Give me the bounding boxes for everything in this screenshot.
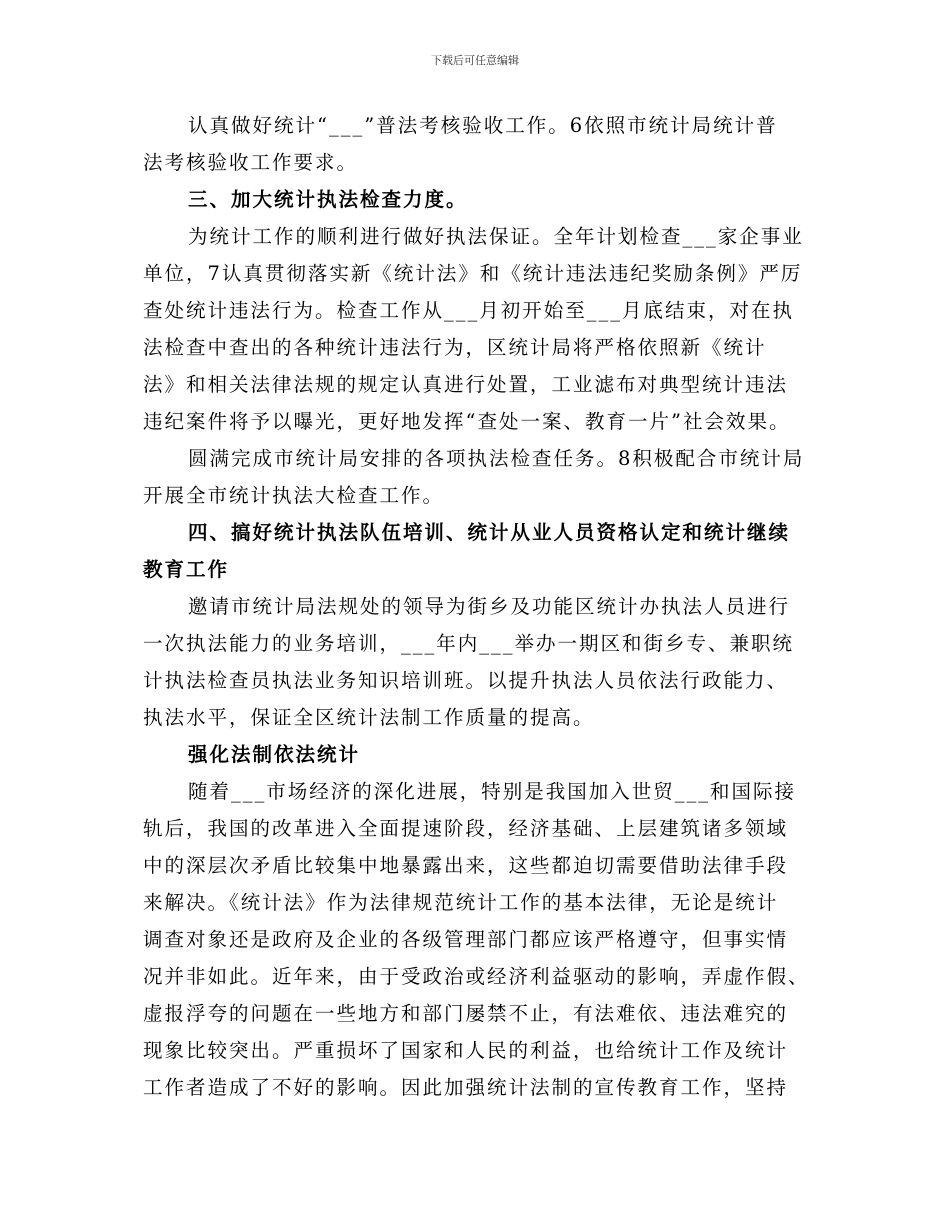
- paragraph-line: 法考核验收工作要求。: [143, 151, 359, 174]
- paragraph-line: 法检查中查出的各种统计违法行为，区统计局将严格依照新《统计: [143, 336, 767, 359]
- paragraph-line: 认真做好统计“___”普法考核验收工作。6依照市统计局统计普: [188, 114, 778, 137]
- paragraph-line: 来解决。《统计法》作为法律规范统计工作的基本法律，无论是统计: [143, 891, 779, 914]
- paragraph-line: 一次执法能力的业务培训，___年内___举办一期区和街乡专、兼职统: [143, 632, 795, 655]
- section-heading: 强化法制依法统计: [188, 743, 361, 766]
- paragraph-line: 调查对象还是政府及企业的各级管理部门都应该严格遵守，但事实情: [143, 928, 789, 951]
- paragraph-line: 况并非如此。近年来，由于受政治或经济利益驱动的影响，弄虚作假、: [143, 965, 810, 988]
- paragraph-line: 为统计工作的顺利进行做好执法保证。全年计划检查___家企事业: [188, 225, 804, 248]
- paragraph-line: 虚报浮夸的问题在一些地方和部门屡禁不止，有法难依、违法难究的: [143, 1002, 789, 1025]
- section-heading: 三、加大统计执法检查力度。: [188, 188, 468, 211]
- paragraph-line: 法》和相关法律法规的规定认真进行处置，工业滤布对典型统计违法: [143, 373, 789, 396]
- section-heading: 四、搞好统计执法队伍培训、统计从业人员资格认定和统计继续: [188, 521, 791, 544]
- paragraph-line: 随着___市场经济的深化进展，特别是我国加入世贸___和国际接: [188, 780, 797, 803]
- paragraph-line: 计执法检查员执法业务知识培训班。以提升执法人员依法行政能力、: [143, 669, 789, 692]
- paragraph-line: 邀请市统计局法规处的领导为街乡及功能区统计办执法人员进行: [188, 595, 791, 618]
- page-header: 下载后可任意编辑: [431, 54, 519, 67]
- section-heading: 教育工作: [143, 558, 230, 581]
- paragraph-line: 违纪案件将予以曝光，更好地发挥“查处一案、教育一片”社会效果。: [143, 410, 791, 433]
- paragraph-line: 开展全市统计执法大检查工作。: [143, 484, 445, 507]
- paragraph-line: 工作者造成了不好的影响。因此加强统计法制的宣传教育工作，坚持: [143, 1076, 789, 1099]
- paragraph-line: 轨后，我国的改革进入全面提速阶段，经济基础、上层建筑诸多领域: [143, 817, 789, 840]
- paragraph-line: 现象比较突出。严重损坏了国家和人民的利益，也给统计工作及统计: [143, 1039, 789, 1062]
- paragraph-line: 中的深层次矛盾比较集中地暴露出来，这些都迫切需要借助法律手段: [143, 854, 789, 877]
- paragraph-line: 执法水平，保证全区统计法制工作质量的提高。: [143, 706, 595, 729]
- paragraph-line: 单位，7认真贯彻落实新《统计法》和《统计违法违纪奖励条例》严厉: [143, 262, 803, 285]
- paragraph-line: 圆满完成市统计局安排的各项执法检查任务。8积极配合市统计局: [188, 447, 805, 470]
- paragraph-line: 查处统计违法行为。检查工作从___月初开始至___月底结束，对在执: [143, 299, 795, 322]
